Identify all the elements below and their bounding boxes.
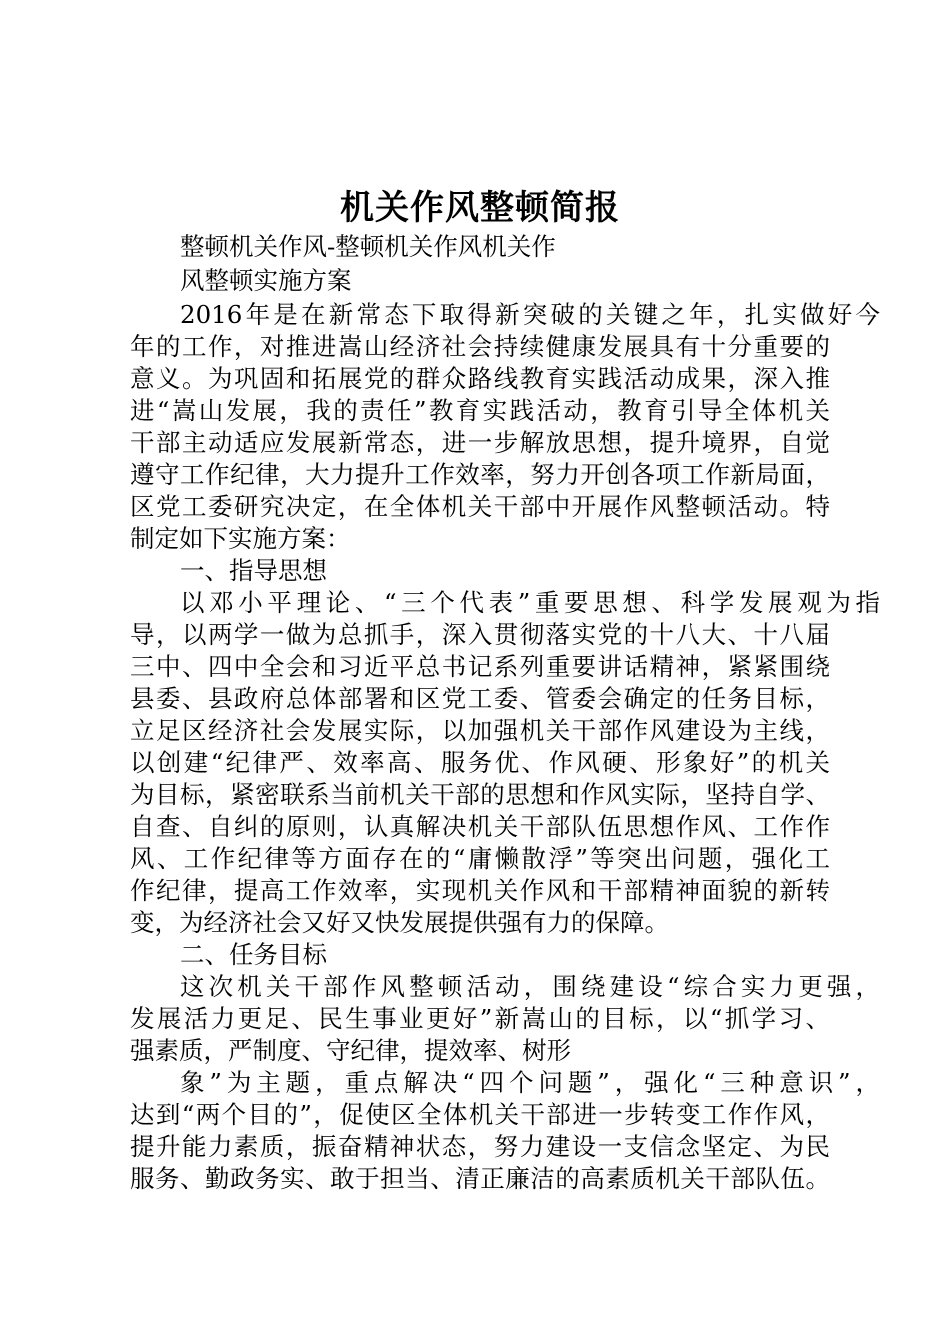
paragraph-line: 变，为经济社会又好又快发展提供强有力的保障。 bbox=[130, 908, 669, 937]
paragraph-line: 发展活力更足、民生事业更好”新嵩山的目标，以“抓学习、 bbox=[130, 1004, 830, 1033]
paragraph-line: 制定如下实施方案： bbox=[130, 524, 351, 553]
paragraph-line: 2016年是在新常态下取得新突破的关键之年，扎实做好今 bbox=[180, 300, 880, 329]
paragraph-line: 三中、四中全会和习近平总书记系列重要讲话精神，紧紧围绕 bbox=[130, 652, 830, 681]
paragraph-line: 这次机关干部作风整顿活动，围绕建设“综合实力更强， bbox=[180, 972, 880, 1001]
paragraph-line: 以创建“纪律严、效率高、服务优、作风硬、形象好”的机关 bbox=[130, 748, 830, 777]
paragraph-line: 意义。为巩固和拓展党的群众路线教育实践活动成果，深入推 bbox=[130, 364, 830, 393]
paragraph-line: 作纪律，提高工作效率，实现机关作风和干部精神面貌的新转 bbox=[130, 876, 830, 905]
document-title: 机关作风整顿简报 bbox=[340, 188, 620, 228]
subtitle-line-1: 整顿机关作风-整顿机关作风机关作 bbox=[180, 232, 556, 261]
paragraph-line: 为目标，紧密联系当前机关干部的思想和作风实际，坚持自学、 bbox=[130, 780, 830, 809]
paragraph-line: 以邓小平理论、“三个代表”重要思想、科学发展观为指 bbox=[180, 588, 880, 617]
paragraph-line: 强素质，严制度、守纪律，提效率、树形 bbox=[130, 1036, 571, 1065]
paragraph-line: 区党工委研究决定，在全体机关干部中开展作风整顿活动。特 bbox=[130, 492, 830, 521]
paragraph-line: 立足区经济社会发展实际，以加强机关干部作风建设为主线， bbox=[130, 716, 830, 745]
paragraph-line: 导，以两学一做为总抓手，深入贯彻落实党的十八大、十八届 bbox=[130, 620, 830, 649]
paragraph-line: 风、工作纪律等方面存在的“庸懒散浮”等突出问题，强化工 bbox=[130, 844, 830, 873]
paragraph-line: 象”为主题，重点解决“四个问题”，强化“三种意识”， bbox=[180, 1068, 880, 1097]
paragraph-line: 提升能力素质，振奋精神状态，努力建设一支信念坚定、为民 bbox=[130, 1132, 830, 1161]
subtitle-line-2: 风整顿实施方案 bbox=[180, 266, 352, 295]
paragraph-line: 遵守工作纪律，大力提升工作效率，努力开创各项工作新局面， bbox=[130, 460, 830, 489]
section-heading-1: 一、指导思想 bbox=[180, 556, 327, 585]
paragraph-line: 年的工作，对推进嵩山经济社会持续健康发展具有十分重要的 bbox=[130, 332, 830, 361]
paragraph-line: 达到“两个目的”，促使区全体机关干部进一步转变工作作风， bbox=[130, 1100, 830, 1129]
section-heading-2: 二、任务目标 bbox=[180, 940, 327, 969]
paragraph-line: 县委、县政府总体部署和区党工委、管委会确定的任务目标， bbox=[130, 684, 830, 713]
paragraph-line: 进“嵩山发展，我的责任”教育实践活动，教育引导全体机关 bbox=[130, 396, 830, 425]
paragraph-line: 服务、勤政务实、敢于担当、清正廉洁的高素质机关干部队伍。 bbox=[130, 1164, 830, 1193]
paragraph-line: 自查、自纠的原则，认真解决机关干部队伍思想作风、工作作 bbox=[130, 812, 830, 841]
paragraph-line: 干部主动适应发展新常态，进一步解放思想，提升境界，自觉 bbox=[130, 428, 830, 457]
